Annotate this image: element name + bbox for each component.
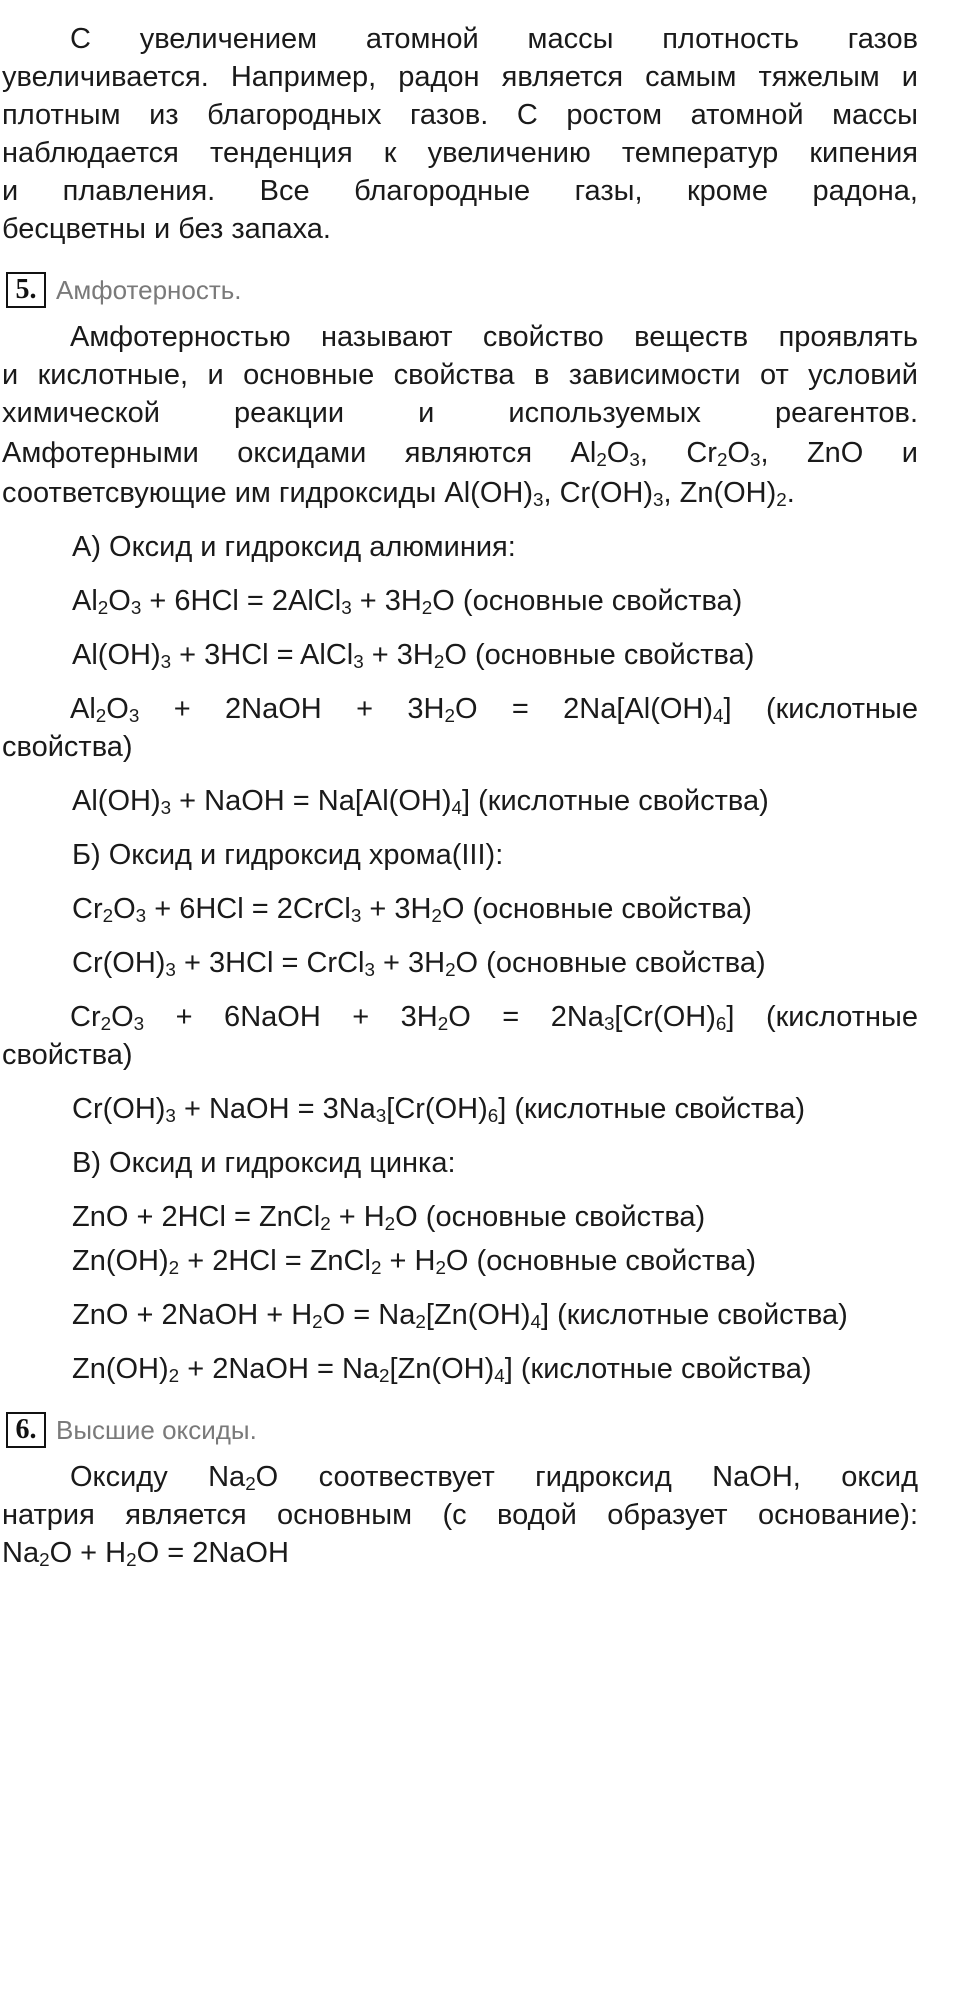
property-label: (кислотные свойства) bbox=[514, 1093, 806, 1125]
section-heading bbox=[6, 270, 242, 310]
property-label: (кислотные свойства) bbox=[520, 1353, 812, 1385]
paragraph-line: химической реакции и используемых реагентов. bbox=[2, 397, 918, 429]
equation: $Al_2O_3$ + 2NaOH + $3H_2O = 2Na[Al(OH)_4]$ (кислотные bbox=[70, 693, 919, 727]
section-heading bbox=[6, 1410, 257, 1450]
property-label: (кислотные bbox=[765, 693, 919, 725]
equation: $Zn(OH)_2 + 2HCl$ = ZnCl$_2$ + $H_2O$ (основные свойства) bbox=[72, 1245, 756, 1279]
section-title: Высшие оксиды. bbox=[56, 1414, 257, 1445]
property-label: (кислотные bbox=[765, 1001, 919, 1033]
text-run: O соотвествует гидроксид NaOH, оксид bbox=[255, 1461, 918, 1493]
property-label: (основные свойства) bbox=[472, 893, 752, 925]
equation-tail: свойства) bbox=[2, 1039, 133, 1071]
paragraph-line: Амфотерными оксидами являются $Al_2O_3$, $Cr_2O_3$, ZnO и bbox=[2, 437, 918, 471]
equation: $Al(OH)_3 + 3HCl$ = AlCl$_3$ + $3H_2O$ (основные свойства) bbox=[72, 639, 755, 673]
equation: $Zn(OH)_2$ + 2NaOH = $Na_2[Zn(OH)_4]$ (кислотные свойства) bbox=[72, 1353, 812, 1387]
subheading: А) Оксид и гидроксид алюминия: bbox=[72, 531, 516, 563]
paragraph-line: увеличивается. Например, радон является самым тяжелым и bbox=[2, 61, 918, 93]
section-title: Амфотерность. bbox=[56, 274, 242, 305]
paragraph-line: соответсвующие им гидроксиды $Al(OH)_3$, $Cr(OH)_3$, $Zn(OH)_2$. bbox=[2, 477, 795, 511]
property-label: (основные свойства) bbox=[476, 1245, 756, 1277]
paragraph-line: Амфотерностью называют свойство веществ проявлять bbox=[70, 321, 918, 353]
text-run: Оксиду Na bbox=[70, 1461, 246, 1493]
property-label: (основные свойства) bbox=[425, 1201, 706, 1233]
paragraph-line: наблюдается тенденция к увеличению температур кипения bbox=[2, 137, 918, 169]
section-number: 6. bbox=[6, 1412, 46, 1448]
equation: ZnO + 2NaOH + $H_2O = Na_2[Zn(OH)_4]$ (кислотные свойства) bbox=[72, 1299, 848, 1333]
property-label: (основные свойства) bbox=[462, 585, 743, 617]
equation: $Na_2O + H_2O$ = 2NaOH bbox=[2, 1537, 289, 1571]
text-run: Амфотерными оксидами являются Al bbox=[2, 437, 597, 469]
property-label: (основные свойства) bbox=[474, 639, 755, 671]
subheading: В) Оксид и гидроксид цинка: bbox=[72, 1147, 456, 1179]
equation: ZnO + 2HCl = ZnCl$_2$ + $H_2O$ (основные свойства) bbox=[72, 1201, 706, 1235]
paragraph-line: натрия является основным (с водой образует основание): bbox=[2, 1499, 918, 1531]
subheading: Б) Оксид и гидроксид хрома(III): bbox=[72, 839, 504, 871]
property-label: (основные свойства) bbox=[486, 947, 766, 979]
equation: $Cr(OH)_3 + 3HCl$ = CrCl$_3$ + $3H_2O$ (основные свойства) bbox=[72, 947, 766, 981]
paragraph-line: и кислотные, и основные свойства в зависимости от условий bbox=[2, 359, 918, 391]
equation: $Al_2O_3 + 6HCl$ = 2AlCl$_3$ + $3H_2O$ (основные свойства) bbox=[72, 585, 743, 619]
equation: $Cr(OH)_3$ + NaOH = $3Na_3[Cr(OH)_6]$ (кислотные свойства) bbox=[72, 1093, 806, 1127]
paragraph-line: плотным из благородных газов. С ростом атомной массы bbox=[2, 99, 918, 131]
property-label: (кислотные свойства) bbox=[557, 1299, 848, 1331]
paragraph-line: С увеличением атомной массы плотность газов bbox=[70, 23, 918, 55]
equation: $Cr_2O_3$ + 6NaOH + $3H_2O = 2Na_3[Cr(OH)_6]$ (кислотные bbox=[70, 1001, 919, 1035]
paragraph-line: и плавления. Все благородные газы, кроме радона, bbox=[2, 175, 918, 207]
text-run: соответсвующие им гидроксиды Al(OH) bbox=[2, 477, 533, 509]
equation: $Al(OH)_3$ + NaOH = $Na[Al(OH)_4]$ (кислотные свойства) bbox=[72, 785, 769, 819]
paragraph-line: бесцветны и без запаха. bbox=[2, 213, 331, 245]
property-label: (кислотные свойства) bbox=[478, 785, 769, 817]
paragraph-line: Оксиду $Na_2O$ соотвествует гидроксид NaOH, оксид bbox=[70, 1461, 918, 1495]
section-number: 5. bbox=[6, 272, 46, 308]
equation: $Cr_2O_3 + 6HCl$ = 2CrCl$_3$ + $3H_2O$ (основные свойства) bbox=[72, 893, 752, 927]
equation-tail: свойства) bbox=[2, 731, 133, 763]
